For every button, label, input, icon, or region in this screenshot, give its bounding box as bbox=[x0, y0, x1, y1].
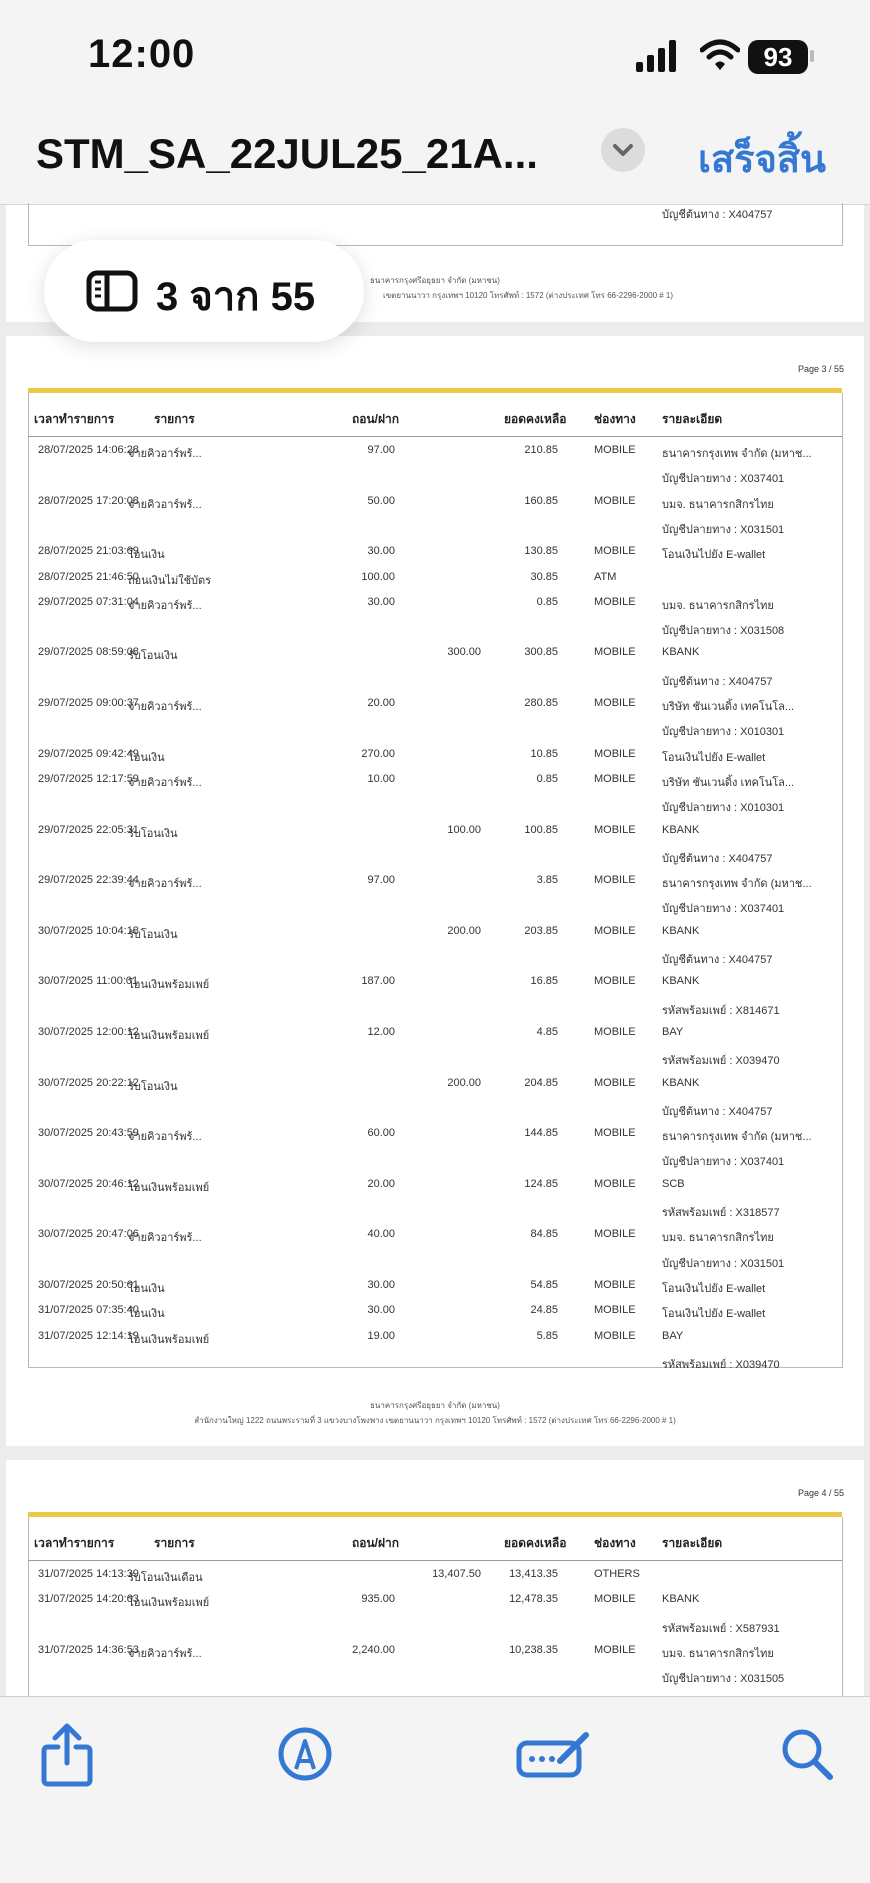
signature-icon[interactable] bbox=[516, 1731, 594, 1779]
cell-withdraw: 40.00 bbox=[367, 1228, 395, 1241]
header-channel: ช่องทาง bbox=[594, 1536, 636, 1550]
cell-balance: 10,238.35 bbox=[509, 1643, 558, 1656]
cell-balance: 130.85 bbox=[524, 545, 558, 558]
cell-description: รับโอนเงิน bbox=[128, 650, 178, 663]
cell-description: จ่ายคิวอาร์พร้... bbox=[128, 701, 202, 713]
cell-balance: 280.85 bbox=[524, 697, 558, 709]
cell-channel: MOBILE bbox=[594, 444, 636, 456]
cell-description: โอนเงินพร้อมเพย์ bbox=[128, 979, 210, 992]
cell-time: 30/07/2025 20:43:59 bbox=[38, 1127, 139, 1140]
cell-time: 31/07/2025 14:36:53 bbox=[38, 1643, 139, 1656]
cellular-signal-icon bbox=[636, 40, 680, 72]
cell-channel: MOBILE bbox=[594, 1329, 636, 1342]
cell-time: 30/07/2025 20:50:01 bbox=[38, 1278, 139, 1291]
cell-channel: MOBILE bbox=[594, 874, 636, 887]
cell-channel: MOBILE bbox=[594, 1177, 636, 1190]
cell-detail: บมจ. ธนาคารกสิกรไทย bbox=[662, 498, 774, 511]
cell-channel: MOBILE bbox=[594, 545, 636, 558]
cell-withdraw: 30.00 bbox=[367, 1304, 395, 1317]
status-time: 12:00 bbox=[88, 32, 196, 76]
sidebar-thumbnails-icon bbox=[86, 270, 138, 312]
cell-withdraw: 12.00 bbox=[367, 1025, 395, 1038]
header-description: รายการ bbox=[154, 1536, 195, 1550]
cell-balance: 203.85 bbox=[524, 924, 558, 937]
title-menu-button[interactable] bbox=[601, 128, 645, 172]
cell-detail: KBANK bbox=[662, 1593, 700, 1606]
cell-detail: ธนาคารกรุงเทพ จำกัด (มหาช... bbox=[662, 1131, 812, 1144]
header-balance: ยอดคงเหลือ bbox=[504, 412, 567, 426]
cell-balance: 100.85 bbox=[524, 823, 558, 836]
cell-time: 30/07/2025 10:04:18 bbox=[38, 924, 139, 937]
cell-time: 28/07/2025 17:20:08 bbox=[38, 494, 139, 507]
cell-detail: BAY bbox=[662, 1025, 684, 1038]
header-balance: ยอดคงเหลือ bbox=[504, 1536, 567, 1550]
header-time: เวลาทำรายการ bbox=[34, 1536, 115, 1550]
cell-description: โอนเงิน bbox=[128, 1308, 165, 1321]
cell-description: รับโอนเงิน bbox=[128, 827, 178, 840]
search-icon[interactable] bbox=[780, 1727, 834, 1781]
cell-withdraw: 20.00 bbox=[367, 697, 395, 709]
cell-time: 29/07/2025 08:59:08 bbox=[38, 646, 139, 659]
page3-footer-line2: สำนักงานใหญ่ 1222 ถนนพระรามที่ 3 แขวงบางโพงพาง เขตยานนาวา กรุงเทพฯ 10120 โทรศัพท์ : 1572 (ต่างประเทศ โทร 66-2296-2000 # 1) bbox=[194, 1416, 676, 1425]
cell-balance: 3.85 bbox=[536, 874, 558, 887]
cell-channel: ATM bbox=[594, 570, 617, 583]
cell-balance: 16.85 bbox=[530, 975, 558, 988]
cell-balance: 0.85 bbox=[536, 595, 558, 608]
chevron-down-icon bbox=[601, 128, 645, 172]
cell-time: 29/07/2025 09:42:49 bbox=[38, 747, 139, 760]
document-title[interactable]: STM_SA_22JUL25_21A... bbox=[36, 130, 538, 177]
cell-balance: 84.85 bbox=[530, 1228, 558, 1241]
cell-channel: MOBILE bbox=[594, 494, 636, 507]
cell-balance: 5.85 bbox=[536, 1329, 558, 1342]
cell-deposit: 200.00 bbox=[447, 924, 481, 937]
cell-detail: บริษัท ชันเวนดิ้ง เทคโนโล... bbox=[662, 776, 795, 789]
page2-footer-line1: ธนาคารกรุงศรีอยุธยา จำกัด (มหาชน) bbox=[370, 276, 500, 285]
cell-time: 31/07/2025 12:14:19 bbox=[38, 1329, 139, 1342]
cell-time: 28/07/2025 21:46:50 bbox=[38, 570, 139, 583]
cell-detail: ธนาคารกรุงเทพ จำกัด (มหาช... bbox=[662, 878, 812, 891]
page-indicator[interactable] bbox=[44, 240, 364, 342]
header-description: รายการ bbox=[154, 412, 195, 426]
cell-balance: 54.85 bbox=[530, 1278, 558, 1291]
cell-balance: 12,478.35 bbox=[509, 1593, 558, 1606]
cell-description: จ่ายคิวอาร์พร้... bbox=[128, 878, 202, 891]
cell-detail-secondary: รหัสพร้อมเพย์ : X039470 bbox=[662, 1055, 780, 1068]
page3-footer bbox=[6, 1398, 864, 1428]
cell-detail-secondary: บัญชีปลายทาง : X031508 bbox=[662, 625, 785, 638]
status-bar bbox=[0, 0, 870, 110]
cell-description: โอนเงินพร้อมเพย์ bbox=[128, 1597, 210, 1610]
cell-balance: 4.85 bbox=[536, 1025, 558, 1038]
cell-withdraw: 187.00 bbox=[361, 975, 395, 988]
cell-channel: MOBILE bbox=[594, 1278, 636, 1291]
cell-detail: บมจ. ธนาคารกสิกรไทย bbox=[662, 1647, 774, 1660]
cell-channel: MOBILE bbox=[594, 646, 636, 659]
header-details: รายละเอียด bbox=[662, 1536, 723, 1550]
cell-balance: 210.85 bbox=[524, 444, 558, 456]
cell-withdraw: 30.00 bbox=[367, 595, 395, 608]
cell-channel: MOBILE bbox=[594, 924, 636, 937]
cell-description: จ่ายคิวอาร์พร้... bbox=[128, 1232, 202, 1245]
bottom-toolbar bbox=[0, 1696, 870, 1883]
wifi-icon bbox=[700, 38, 740, 72]
cell-balance: 124.85 bbox=[524, 1177, 558, 1190]
cell-deposit: 200.00 bbox=[447, 1076, 481, 1089]
cell-detail-secondary: รหัสพร้อมเพย์ : X587931 bbox=[662, 1622, 780, 1635]
page3-header-divider bbox=[28, 436, 842, 437]
cell-description: โอนเงินพร้อมเพย์ bbox=[128, 1333, 210, 1346]
cell-withdraw: 10.00 bbox=[367, 772, 395, 785]
cell-time: 30/07/2025 20:46:12 bbox=[38, 1177, 139, 1190]
cell-description: รับโอนเงิน bbox=[128, 1080, 178, 1093]
cell-detail-secondary: บัญชีต้นทาง : X404757 bbox=[662, 852, 773, 865]
header-withdraw-deposit: ถอน/ฝาก bbox=[352, 412, 400, 426]
cell-time: 31/07/2025 14:13:39 bbox=[38, 1568, 139, 1580]
cell-withdraw: 19.00 bbox=[367, 1329, 395, 1342]
cell-time: 29/07/2025 22:05:31 bbox=[38, 823, 139, 836]
done-button[interactable]: เสร็จสิ้น bbox=[698, 139, 827, 181]
cell-channel: MOBILE bbox=[594, 1025, 636, 1038]
page4-header-divider bbox=[28, 1560, 842, 1561]
cell-channel: MOBILE bbox=[594, 1643, 636, 1656]
cell-detail: บมจ. ธนาคารกสิกรไทย bbox=[662, 1232, 774, 1245]
cell-detail-secondary: บัญชีปลายทาง : X031501 bbox=[662, 1257, 785, 1270]
cell-time: 30/07/2025 20:22:12 bbox=[38, 1076, 139, 1089]
cell-description: โอนเงิน bbox=[128, 549, 165, 562]
cell-channel: MOBILE bbox=[594, 1304, 636, 1317]
cell-detail: KBANK bbox=[662, 975, 700, 988]
page3-footer-line1: ธนาคารกรุงศรีอยุธยา จำกัด (มหาชน) bbox=[370, 1401, 500, 1410]
cell-withdraw: 935.00 bbox=[361, 1593, 395, 1606]
cell-time: 28/07/2025 21:03:09 bbox=[38, 545, 139, 558]
cell-balance: 13,413.35 bbox=[509, 1568, 558, 1580]
page3-page-number: Page 3 / 55 bbox=[797, 364, 844, 374]
cell-deposit: 100.00 bbox=[447, 823, 481, 836]
cell-balance: 10.85 bbox=[530, 747, 558, 760]
cell-detail-secondary: บัญชีปลายทาง : X037401 bbox=[662, 473, 785, 486]
cell-balance: 160.85 bbox=[524, 494, 558, 507]
share-icon[interactable] bbox=[40, 1723, 94, 1787]
battery-indicator: 93 bbox=[748, 40, 808, 74]
cell-detail: SCB bbox=[662, 1177, 685, 1190]
cell-detail-secondary: บัญชีปลายทาง : X037401 bbox=[662, 1156, 785, 1169]
cell-withdraw: 30.00 bbox=[367, 1278, 395, 1291]
cell-detail: KBANK bbox=[662, 924, 700, 937]
cell-detail: ธนาคารกรุงเทพ จำกัด (มหาช... bbox=[662, 448, 812, 460]
cell-detail-secondary: รหัสพร้อมเพย์ : X814671 bbox=[662, 1004, 780, 1017]
cell-detail: โอนเงินไปยัง E-wallet bbox=[662, 549, 766, 562]
cell-time: 30/07/2025 20:47:06 bbox=[38, 1228, 139, 1241]
cell-description: โอนเงิน bbox=[128, 1282, 165, 1295]
cell-withdraw: 30.00 bbox=[367, 545, 395, 558]
cell-detail-secondary: บัญชีปลายทาง : X010301 bbox=[662, 726, 785, 739]
cell-detail: BAY bbox=[662, 1329, 684, 1342]
page-indicator-label: 3 จาก 55 bbox=[156, 275, 316, 319]
pdf-page-3 bbox=[6, 336, 864, 1446]
page4-page-number: Page 4 / 55 bbox=[797, 1488, 844, 1498]
cell-description: โอนเงินพร้อมเพย์ bbox=[128, 1181, 210, 1194]
pdf-page-4 bbox=[6, 1460, 864, 1696]
cell-description: จ่ายคิวอาร์พร้... bbox=[128, 599, 202, 612]
document-navbar bbox=[0, 110, 870, 205]
cell-detail: บริษัท ชันเวนดิ้ง เทคโนโล... bbox=[662, 701, 795, 713]
page2-last-detail: บัญชีต้นทาง : X404757 bbox=[662, 209, 773, 221]
cell-channel: MOBILE bbox=[594, 1127, 636, 1140]
cell-withdraw: 270.00 bbox=[361, 747, 395, 760]
cell-description: จ่ายคิวอาร์พร้... bbox=[128, 1131, 202, 1144]
cell-balance: 144.85 bbox=[524, 1127, 558, 1140]
markup-pen-icon[interactable] bbox=[278, 1727, 332, 1781]
cell-description: โอนเงินพร้อมเพย์ bbox=[128, 1029, 210, 1042]
cell-detail: บมจ. ธนาคารกสิกรไทย bbox=[662, 599, 774, 612]
cell-balance: 300.85 bbox=[524, 646, 558, 659]
cell-time: 28/07/2025 14:06:28 bbox=[38, 444, 139, 456]
header-details: รายละเอียด bbox=[662, 412, 723, 426]
cell-channel: MOBILE bbox=[594, 823, 636, 836]
cell-description: จ่ายคิวอาร์พร้... bbox=[128, 1647, 202, 1660]
cell-detail-secondary: บัญชีต้นทาง : X404757 bbox=[662, 954, 773, 966]
cell-detail-secondary: บัญชีปลายทาง : X031501 bbox=[662, 523, 785, 536]
header-time: เวลาทำรายการ bbox=[34, 412, 115, 426]
cell-detail: โอนเงินไปยัง E-wallet bbox=[662, 751, 766, 764]
cell-channel: MOBILE bbox=[594, 1076, 636, 1089]
cell-deposit: 300.00 bbox=[447, 646, 481, 659]
cell-description: โอนเงิน bbox=[128, 751, 165, 764]
cell-withdraw: 20.00 bbox=[367, 1177, 395, 1190]
cell-withdraw: 97.00 bbox=[367, 874, 395, 887]
cell-description: รับโอนเงิน bbox=[128, 928, 178, 941]
cell-withdraw: 100.00 bbox=[361, 570, 395, 583]
cell-balance: 204.85 bbox=[524, 1076, 558, 1089]
cell-description: จ่ายคิวอาร์พร้... bbox=[128, 448, 202, 460]
cell-deposit: 13,407.50 bbox=[432, 1568, 481, 1580]
cell-channel: MOBILE bbox=[594, 595, 636, 608]
cell-detail: โอนเงินไปยัง E-wallet bbox=[662, 1308, 766, 1321]
cell-channel: MOBILE bbox=[594, 697, 636, 709]
cell-detail-secondary: รหัสพร้อมเพย์ : X039470 bbox=[662, 1358, 780, 1371]
cell-balance: 30.85 bbox=[530, 570, 558, 583]
cell-channel: MOBILE bbox=[594, 747, 636, 760]
cell-time: 30/07/2025 11:00:01 bbox=[38, 975, 139, 988]
cell-time: 29/07/2025 12:17:59 bbox=[38, 772, 139, 785]
cell-time: 31/07/2025 14:20:03 bbox=[38, 1593, 139, 1606]
cell-detail-secondary: รหัสพร้อมเพย์ : X318577 bbox=[662, 1207, 780, 1219]
header-withdraw-deposit: ถอน/ฝาก bbox=[352, 1536, 400, 1550]
cell-description: รับโอนเงินเดือน bbox=[128, 1572, 203, 1584]
cell-detail: โอนเงินไปยัง E-wallet bbox=[662, 1282, 766, 1295]
cell-channel: OTHERS bbox=[594, 1568, 640, 1580]
cell-channel: MOBILE bbox=[594, 1593, 636, 1606]
cell-detail-secondary: บัญชีปลายทาง : X010301 bbox=[662, 802, 785, 815]
cell-detail-secondary: บัญชีปลายทาง : X031505 bbox=[662, 1673, 785, 1686]
cell-detail: KBANK bbox=[662, 823, 700, 836]
cell-withdraw: 50.00 bbox=[367, 494, 395, 507]
cell-description: จ่ายคิวอาร์พร้... bbox=[128, 776, 202, 789]
cell-balance: 0.85 bbox=[536, 772, 558, 785]
cell-detail-secondary: บัญชีต้นทาง : X404757 bbox=[662, 1105, 773, 1118]
cell-detail-secondary: บัญชีปลายทาง : X037401 bbox=[662, 903, 785, 916]
cell-time: 29/07/2025 09:00:37 bbox=[38, 697, 139, 709]
cell-time: 30/07/2025 12:00:12 bbox=[38, 1025, 139, 1038]
cell-description: จ่ายคิวอาร์พร้... bbox=[128, 498, 202, 511]
cell-channel: MOBILE bbox=[594, 975, 636, 988]
cell-channel: MOBILE bbox=[594, 772, 636, 785]
cell-detail: KBANK bbox=[662, 646, 700, 659]
cell-detail: KBANK bbox=[662, 1076, 700, 1089]
cell-balance: 24.85 bbox=[530, 1304, 558, 1317]
header-channel: ช่องทาง bbox=[594, 412, 636, 426]
cell-withdraw: 97.00 bbox=[367, 444, 395, 456]
cell-time: 29/07/2025 22:39:44 bbox=[38, 874, 139, 887]
cell-withdraw: 60.00 bbox=[367, 1127, 395, 1140]
cell-time: 31/07/2025 07:35:40 bbox=[38, 1304, 139, 1317]
cell-description: ถอนเงินไม่ใช้บัตร bbox=[128, 574, 212, 587]
page2-footer-line2: เขตยานนาวา กรุงเทพฯ 10120 โทรศัพท์ : 1572 (ต่างประเทศ โทร 66-2296-2000 # 1) bbox=[382, 291, 674, 300]
cell-channel: MOBILE bbox=[594, 1228, 636, 1241]
cell-withdraw: 2,240.00 bbox=[352, 1643, 395, 1656]
cell-detail-secondary: บัญชีต้นทาง : X404757 bbox=[662, 675, 773, 688]
battery-tip bbox=[810, 50, 814, 62]
cell-time: 29/07/2025 07:31:04 bbox=[38, 595, 139, 608]
